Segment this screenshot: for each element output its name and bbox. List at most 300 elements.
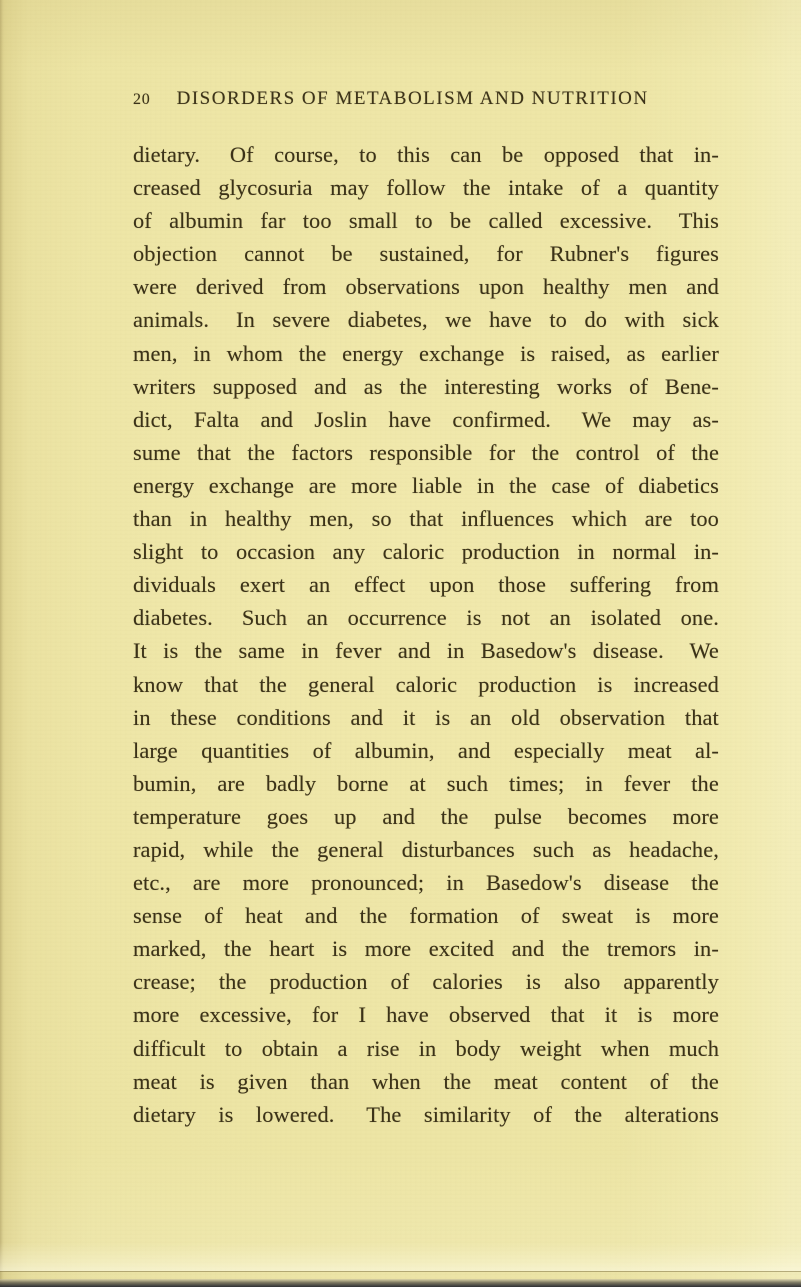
- word: meat: [627, 737, 672, 763]
- word: goes: [266, 803, 309, 829]
- word: headache,: [629, 836, 719, 862]
- text-line: [133, 1098, 719, 1131]
- word: small: [348, 208, 398, 234]
- word: the: [443, 1068, 472, 1094]
- word: more: [364, 936, 412, 962]
- word: especially: [513, 737, 605, 763]
- word: not: [501, 605, 531, 631]
- word: quantity: [644, 175, 719, 201]
- word: normal: [612, 539, 677, 565]
- word: any: [332, 539, 366, 565]
- word: such: [532, 836, 575, 862]
- word: Joslin: [314, 406, 368, 432]
- word: to: [224, 1035, 243, 1061]
- word: difficult: [133, 1035, 206, 1061]
- text-line: [133, 701, 719, 734]
- word: excessive,: [199, 1002, 292, 1028]
- word: in: [446, 638, 465, 664]
- word: to: [549, 307, 567, 333]
- page-foot-edge-line: [0, 1271, 801, 1272]
- word: know: [133, 671, 184, 697]
- word: follow: [386, 175, 446, 201]
- word: in: [585, 770, 603, 796]
- text-line: [133, 270, 719, 303]
- word: opposed: [543, 142, 620, 167]
- word: figures: [656, 241, 719, 267]
- word: and: [397, 638, 431, 664]
- word: so: [371, 506, 392, 532]
- word: observed: [448, 1002, 531, 1028]
- word: from: [675, 572, 719, 598]
- word: the: [691, 870, 719, 896]
- word: liable: [411, 472, 463, 498]
- word: is: [218, 1101, 234, 1127]
- word: have: [489, 307, 532, 333]
- word: is: [525, 969, 541, 995]
- word: the: [691, 439, 719, 465]
- word: the: [224, 936, 252, 962]
- word: of: [604, 472, 624, 498]
- word: as: [363, 373, 383, 399]
- word: old: [511, 704, 540, 730]
- text-line: [133, 237, 719, 270]
- word: crease;: [133, 969, 196, 995]
- word: temperature: [133, 803, 242, 829]
- word: of: [580, 175, 600, 201]
- word: disease.: [592, 638, 664, 664]
- word: were: [133, 274, 177, 300]
- word: too: [302, 208, 332, 234]
- word: We: [581, 406, 612, 432]
- word: becomes: [567, 803, 647, 829]
- word: energy: [342, 340, 404, 366]
- word: meat: [493, 1068, 538, 1094]
- word: more: [672, 903, 719, 929]
- word: excessive.: [559, 208, 653, 234]
- word: of: [390, 969, 410, 995]
- word: healthy: [542, 274, 610, 300]
- word: for: [311, 1002, 339, 1028]
- word: healthy: [224, 506, 292, 532]
- word: diabetes.: [133, 605, 213, 631]
- word: that: [204, 671, 239, 697]
- word: dietary.: [133, 142, 201, 167]
- word: disturbances: [401, 836, 515, 862]
- word: the: [194, 638, 223, 664]
- word: as: [626, 340, 646, 366]
- word: to: [200, 539, 219, 565]
- word: The: [366, 1101, 402, 1127]
- word: the: [359, 903, 388, 929]
- word: which: [571, 506, 628, 532]
- word: formation: [409, 903, 499, 929]
- word: of: [629, 373, 648, 399]
- word: of: [649, 1068, 669, 1094]
- word: a: [337, 1035, 348, 1061]
- word: diabetes,: [347, 307, 428, 333]
- word: general: [307, 671, 375, 697]
- text-line: [133, 436, 719, 469]
- word: in: [301, 638, 319, 664]
- word: production: [478, 671, 577, 697]
- word: in-: [693, 142, 719, 167]
- word: pronounced;: [311, 870, 425, 896]
- text-line: [133, 899, 719, 932]
- word: influences: [461, 506, 555, 532]
- word: rapid,: [133, 836, 186, 862]
- word: the: [399, 373, 428, 399]
- word: at: [409, 770, 426, 796]
- text-line: [133, 138, 719, 171]
- word: animals.: [133, 307, 210, 333]
- word: fever: [623, 770, 671, 796]
- word: confirmed.: [452, 406, 551, 432]
- word: of: [520, 903, 540, 929]
- text-line: [133, 568, 719, 601]
- text-line: [133, 998, 719, 1031]
- word: men: [628, 274, 668, 300]
- word: it: [402, 704, 416, 730]
- word: upon: [478, 274, 525, 300]
- text-line: [133, 204, 719, 237]
- word: observations: [345, 274, 460, 300]
- text-line: [133, 601, 719, 634]
- word: Falta: [193, 406, 240, 432]
- word: disease: [603, 870, 670, 896]
- text-line: [133, 1032, 719, 1065]
- word: similarity: [423, 1101, 511, 1127]
- word: In: [236, 307, 255, 333]
- word: much: [668, 1035, 719, 1061]
- word: and: [350, 704, 384, 730]
- word: dietary: [133, 1101, 196, 1127]
- word: that: [197, 439, 232, 465]
- word: can: [450, 142, 482, 167]
- word: be: [331, 241, 353, 267]
- word: when: [600, 1035, 650, 1061]
- word: more: [672, 803, 719, 829]
- text-line: [133, 1065, 719, 1098]
- word: times;: [509, 770, 565, 796]
- word: more: [672, 1002, 719, 1028]
- word: cannot: [244, 241, 305, 267]
- word: too: [690, 506, 719, 532]
- word: increased: [633, 671, 719, 697]
- word: the: [691, 770, 719, 796]
- word: We: [689, 638, 719, 664]
- word: creased: [133, 175, 201, 201]
- word: in: [476, 472, 495, 498]
- word: of: [312, 737, 332, 763]
- word: Bene-: [664, 373, 719, 399]
- word: up: [334, 803, 357, 829]
- word: apparently: [623, 969, 719, 995]
- word: of: [204, 903, 223, 929]
- word: is: [637, 1002, 653, 1028]
- word: sume: [133, 439, 181, 465]
- word: effect: [354, 572, 406, 598]
- word: for: [488, 439, 516, 465]
- word: Basedow's: [485, 870, 582, 896]
- word: isolated: [590, 605, 662, 631]
- word: sweat: [561, 903, 614, 929]
- word: dividuals: [133, 572, 216, 598]
- word: is: [635, 903, 651, 929]
- word: production: [269, 969, 368, 995]
- text-line: [133, 965, 719, 998]
- word: an: [308, 572, 331, 598]
- word: are: [192, 870, 221, 896]
- word: badly: [265, 770, 317, 796]
- word: of: [133, 208, 152, 234]
- running-head-title: DISORDERS OF METABOLISM AND NUTRITION: [176, 88, 649, 109]
- text-line: [133, 403, 719, 436]
- word: responsible: [369, 439, 473, 465]
- word: the: [509, 472, 537, 498]
- word: called: [488, 208, 543, 234]
- word: are: [217, 770, 245, 796]
- word: production: [461, 539, 560, 565]
- word: in: [577, 539, 595, 565]
- word: in-: [693, 539, 719, 565]
- word: intake: [508, 175, 564, 201]
- word: to: [359, 142, 377, 167]
- word: whom: [226, 340, 284, 366]
- word: that: [684, 704, 719, 730]
- word: we: [445, 307, 472, 333]
- word: severe: [272, 307, 331, 333]
- word: and: [382, 803, 415, 829]
- word: an: [306, 605, 328, 631]
- word: caloric: [395, 671, 458, 697]
- word: and: [260, 406, 294, 432]
- word: energy: [133, 472, 195, 498]
- word: earlier: [661, 340, 719, 366]
- word: occurrence: [347, 605, 447, 631]
- word: excited: [428, 936, 495, 962]
- word: objection: [133, 241, 218, 267]
- word: given: [237, 1068, 288, 1094]
- word: caloric: [382, 539, 445, 565]
- word: interesting: [444, 373, 540, 399]
- word: such: [446, 770, 489, 796]
- word: diabetics: [638, 472, 719, 498]
- text-line: [133, 303, 719, 336]
- word: these: [170, 704, 217, 730]
- page-number: 20: [133, 91, 151, 108]
- word: body: [455, 1035, 501, 1061]
- word: bumin,: [133, 770, 197, 796]
- word: the: [298, 340, 327, 366]
- word: meat: [133, 1068, 177, 1094]
- word: men,: [133, 340, 178, 366]
- word: writers: [133, 373, 196, 399]
- word: dict,: [133, 406, 173, 432]
- word: and: [457, 737, 491, 763]
- page-left-edge-shading: [0, 0, 5, 1287]
- word: one.: [680, 605, 719, 631]
- word: Of: [229, 142, 254, 167]
- text-line: [133, 337, 719, 370]
- word: may: [632, 406, 672, 432]
- word: is: [199, 1068, 215, 1094]
- word: derived: [195, 274, 264, 300]
- word: Rubner's: [549, 241, 630, 267]
- word: slight: [133, 539, 184, 565]
- word: and: [686, 274, 719, 300]
- word: that: [639, 142, 674, 167]
- word: to: [415, 208, 433, 234]
- word: more: [350, 472, 398, 498]
- word: may: [330, 175, 369, 201]
- word: while: [203, 836, 254, 862]
- word: fever: [335, 638, 382, 664]
- word: and: [511, 936, 545, 962]
- word: in: [189, 506, 208, 532]
- word: in: [446, 870, 464, 896]
- text-line: [133, 668, 719, 701]
- word: raised,: [550, 340, 611, 366]
- word: the: [247, 439, 276, 465]
- word: in-: [693, 936, 719, 962]
- text-line: [133, 866, 719, 899]
- word: is: [163, 638, 179, 664]
- word: content: [560, 1068, 628, 1094]
- word: occasion: [235, 539, 316, 565]
- word: sick: [682, 307, 719, 333]
- word: and: [314, 373, 347, 399]
- word: than: [133, 506, 172, 532]
- text-line: [133, 469, 719, 502]
- word: that: [409, 506, 444, 532]
- word: be: [502, 142, 524, 167]
- word: from: [282, 274, 327, 300]
- word: those: [498, 572, 546, 598]
- word: in: [193, 340, 211, 366]
- word: this: [397, 142, 430, 167]
- word: be: [449, 208, 472, 234]
- word: calories: [432, 969, 503, 995]
- word: the: [691, 1068, 719, 1094]
- word: the: [440, 803, 469, 829]
- word: more: [133, 1002, 180, 1028]
- word: alterations: [624, 1101, 719, 1127]
- word: of: [656, 439, 675, 465]
- word: with: [624, 307, 665, 333]
- word: as: [592, 836, 612, 862]
- word: same: [238, 638, 285, 664]
- word: far: [260, 208, 286, 234]
- word: large: [133, 737, 178, 763]
- word: al-: [695, 737, 719, 763]
- word: quantities: [201, 737, 290, 763]
- text-line: [133, 535, 719, 568]
- word: sustained,: [379, 241, 470, 267]
- word: have: [386, 1002, 429, 1028]
- word: the: [561, 936, 590, 962]
- word: observation: [559, 704, 666, 730]
- word: albumin,: [354, 737, 435, 763]
- running-head: [133, 88, 719, 110]
- word: factors: [291, 439, 354, 465]
- word: heat: [245, 903, 283, 929]
- word: are: [644, 506, 673, 532]
- word: upon: [429, 572, 475, 598]
- word: also: [563, 969, 601, 995]
- word: albumin: [169, 208, 244, 234]
- word: general: [317, 836, 384, 862]
- text-line: [133, 734, 719, 767]
- word: an: [549, 605, 571, 631]
- word: than: [310, 1068, 350, 1094]
- word: borne: [337, 770, 389, 796]
- word: glycosuria: [218, 175, 313, 201]
- word: pulse: [494, 803, 542, 829]
- word: of: [533, 1101, 553, 1127]
- word: conditions: [236, 704, 331, 730]
- word: more: [242, 870, 290, 896]
- text-line: [133, 833, 719, 866]
- word: the: [259, 671, 287, 697]
- word: it: [604, 1002, 618, 1028]
- word: as-: [692, 406, 719, 432]
- word: heart: [269, 936, 315, 962]
- word: the: [462, 175, 491, 201]
- word: is: [435, 704, 451, 730]
- word: men,: [309, 506, 354, 532]
- word: exchange: [208, 472, 295, 498]
- word: control: [575, 439, 640, 465]
- word: tremors: [607, 936, 677, 962]
- word: exert: [239, 572, 286, 598]
- word: course,: [274, 142, 339, 167]
- word: are: [308, 472, 337, 498]
- word: is: [332, 936, 348, 962]
- word: I: [358, 1002, 367, 1028]
- text-line: [133, 370, 719, 403]
- word: Such: [241, 605, 288, 631]
- text-line: [133, 800, 719, 833]
- text-line: [133, 767, 719, 800]
- word: lowered.: [255, 1101, 335, 1127]
- word: exchange: [419, 340, 505, 366]
- word: is: [466, 605, 482, 631]
- word: suffering: [569, 572, 652, 598]
- word: This: [678, 208, 719, 234]
- text-line: [133, 502, 719, 535]
- word: is: [520, 340, 536, 366]
- word: the: [531, 439, 560, 465]
- word: supposed: [212, 373, 298, 399]
- body-text-block: [133, 138, 719, 1131]
- word: and: [304, 903, 338, 929]
- word: in: [418, 1035, 437, 1061]
- text-line: [133, 932, 719, 965]
- text-line: [133, 171, 719, 204]
- word: works: [556, 373, 613, 399]
- text-line: [133, 634, 719, 667]
- word: a: [617, 175, 628, 201]
- word: case: [551, 472, 591, 498]
- word: rise: [366, 1035, 400, 1061]
- page-foot-glow: [0, 1242, 801, 1271]
- word: the: [271, 836, 300, 862]
- word: have: [388, 406, 432, 432]
- word: in: [133, 704, 151, 730]
- word: is: [597, 671, 613, 697]
- word: It: [133, 638, 147, 664]
- word: when: [371, 1068, 421, 1094]
